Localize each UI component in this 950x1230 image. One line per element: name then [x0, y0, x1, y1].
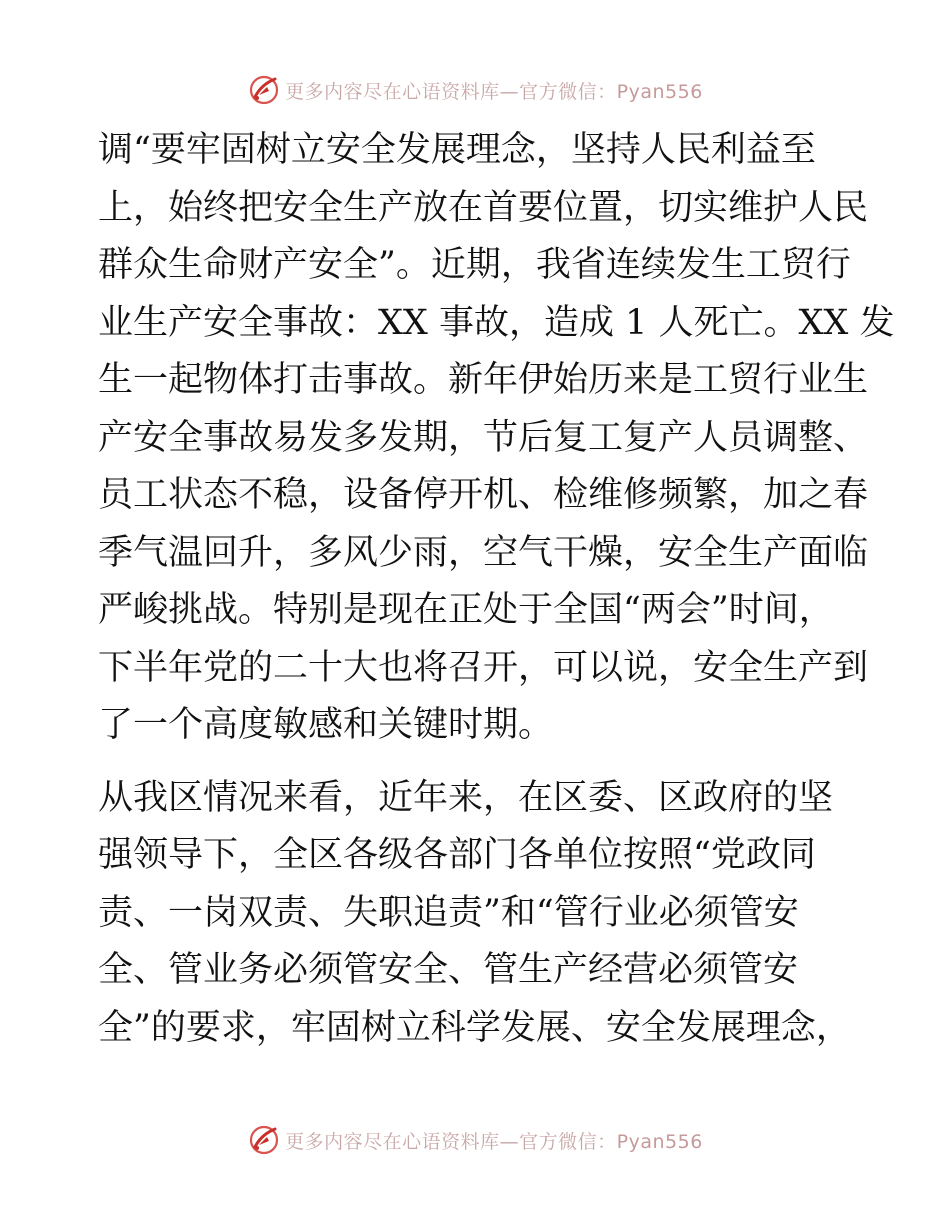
- document-body: [98, 122, 895, 1057]
- banner-text: 更多内容尽在心语资料库—官方微信：Pyan556: [285, 80, 703, 103]
- text-line: 责、一岗双责、失职追责”和“管行业必须管安: [98, 892, 799, 933]
- text-line: 季气温回升，多风少雨，空气干燥，安全生产面临: [98, 532, 869, 573]
- text-line: 群众生命财产安全”。近期，我省连续发生工贸行: [98, 245, 851, 285]
- paragraph-1: [98, 122, 895, 755]
- text-line: 从我区情况来看，近年来，在区委、区政府的坚: [98, 777, 834, 818]
- text-line: 上，始终把安全生产放在首要位置，切实维护人民: [98, 187, 869, 228]
- text-line: 下半年党的二十大也将召开，可以说，安全生产到: [98, 647, 869, 688]
- text-line: 强领导下，全区各级各部门各单位按照“党政同: [98, 835, 816, 875]
- quill-seal-icon: [247, 73, 281, 107]
- text-line: 严峻挑战。特别是现在正处于全国“两会”时间，: [98, 590, 834, 630]
- text-line: 产安全事故易发多发期，节后复工复产人员调整、: [98, 417, 869, 458]
- footer-banner: [0, 1120, 950, 1160]
- text-line: 全”的要求，牢固树立科学发展、安全发展理念，: [98, 1007, 851, 1048]
- wechat-id: Pyan556: [616, 1130, 703, 1153]
- banner-text: 更多内容尽在心语资料库—官方微信：Pyan556: [285, 1130, 703, 1153]
- text-line: 了一个高度敏感和关键时期。: [98, 705, 554, 745]
- quill-seal-icon: [247, 1123, 281, 1157]
- text-line: 生一起物体打击事故。新年伊始历来是工贸行业生: [98, 360, 869, 400]
- text-line: 业生产安全事故：XX 事故，造成 1 人死亡。XX 发: [98, 302, 895, 343]
- text-line: 调“要牢固树立安全发展理念，坚持人民利益至: [98, 130, 816, 170]
- header-banner: [0, 70, 950, 110]
- wechat-id: Pyan556: [616, 80, 703, 103]
- text-line: 员工状态不稳，设备停开机、检维修频繁，加之春: [98, 475, 869, 515]
- paragraph-2: [98, 770, 858, 1058]
- text-line: 全、管业务必须管安全、管生产经营必须管安: [98, 950, 799, 990]
